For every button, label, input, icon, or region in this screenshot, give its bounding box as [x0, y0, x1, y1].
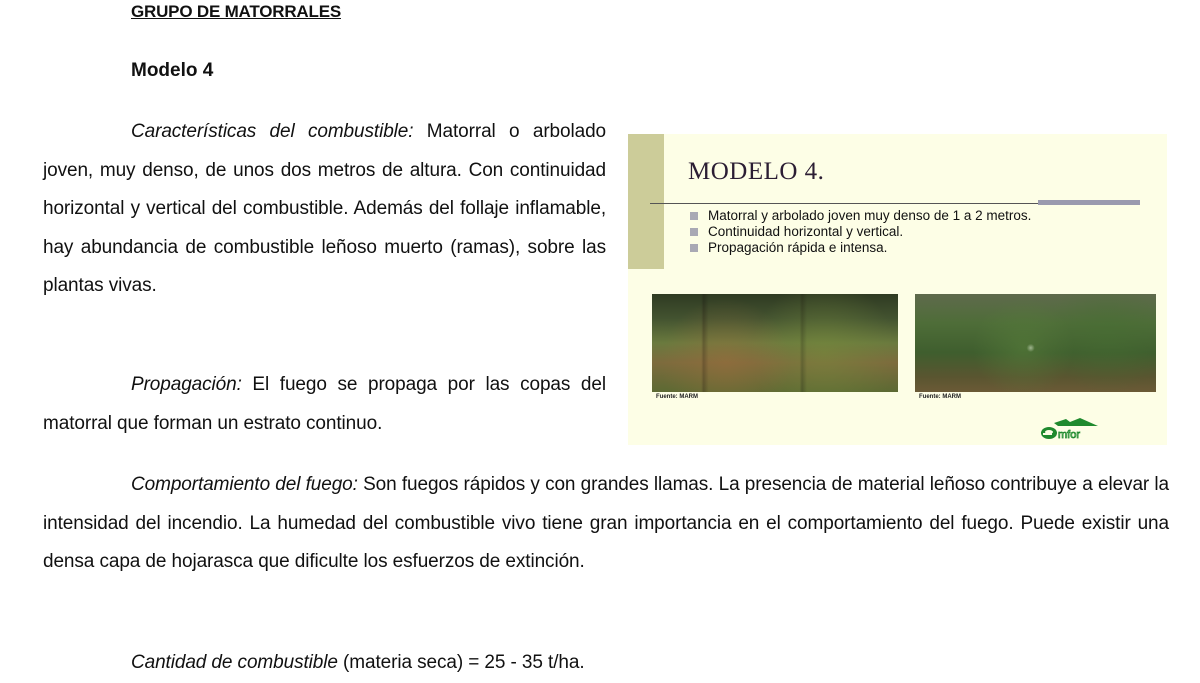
cantidad-label: Cantidad de combustible — [131, 652, 338, 673]
paragraph-caracteristicas — [43, 113, 606, 306]
paragraph-cantidad — [131, 644, 585, 683]
bullet-square-icon — [690, 212, 698, 220]
slide-divider-accent — [1038, 200, 1140, 205]
slide-title: MODELO 4. — [688, 158, 825, 185]
comportamiento-label: Comportamiento del fuego: — [131, 474, 358, 495]
emfor-logo-icon — [1040, 417, 1100, 441]
paragraph-propagacion — [43, 366, 606, 443]
slide-bullet-list — [688, 208, 1108, 256]
group-heading: GRUPO DE MATORRALES — [131, 2, 341, 21]
propagacion-label: Propagación: — [131, 374, 242, 395]
bullet-square-icon — [690, 244, 698, 252]
photo-caption: Fuente: MARM — [919, 394, 961, 400]
slide-bullet: Continuidad horizontal y vertical. — [688, 224, 1108, 240]
comportamiento-text: Son fuegos rápidos y con grandes llamas. La presencia de material leñoso contribuye a elevar la intensidad del incendio. La humedad del combustible vivo tiene gran importancia en el comportamiento del fuego. Puede existir una densa capa de hojarasca que dificulte los esfuerzos de extinción. — [43, 474, 1169, 572]
shrubland-photo — [652, 294, 898, 392]
caracteristicas-text: Matorral o arbolado joven, muy denso, de unos dos metros de altura. Con continuidad horizontal y vertical del combustible. Además del follaje inflamable, hay abundancia de combustible leñoso muerto (ramas), sobre las plantas vivas. — [43, 121, 606, 296]
slide-side-bar — [628, 134, 664, 269]
slide-bullet: Matorral y arbolado joven muy denso de 1 a 2 metros. — [688, 208, 1108, 224]
propagacion-text: El fuego se propaga por las copas del matorral que forman un estrato continuo. — [43, 374, 606, 434]
model-heading: Modelo 4 — [131, 60, 214, 81]
pine-thicket-photo — [915, 294, 1156, 392]
svg-text:mfor: mfor — [1058, 429, 1080, 441]
slide-image-modelo-4 — [628, 134, 1167, 445]
bullet-square-icon — [690, 228, 698, 236]
cantidad-text: (materia seca) = 25 - 35 t/ha. — [337, 652, 585, 673]
slide-bullet: Propagación rápida e intensa. — [688, 240, 1108, 256]
photo-caption: Fuente: MARM — [656, 394, 698, 400]
caracteristicas-label: Características del combustible: — [131, 121, 414, 142]
paragraph-comportamiento — [43, 466, 1169, 582]
